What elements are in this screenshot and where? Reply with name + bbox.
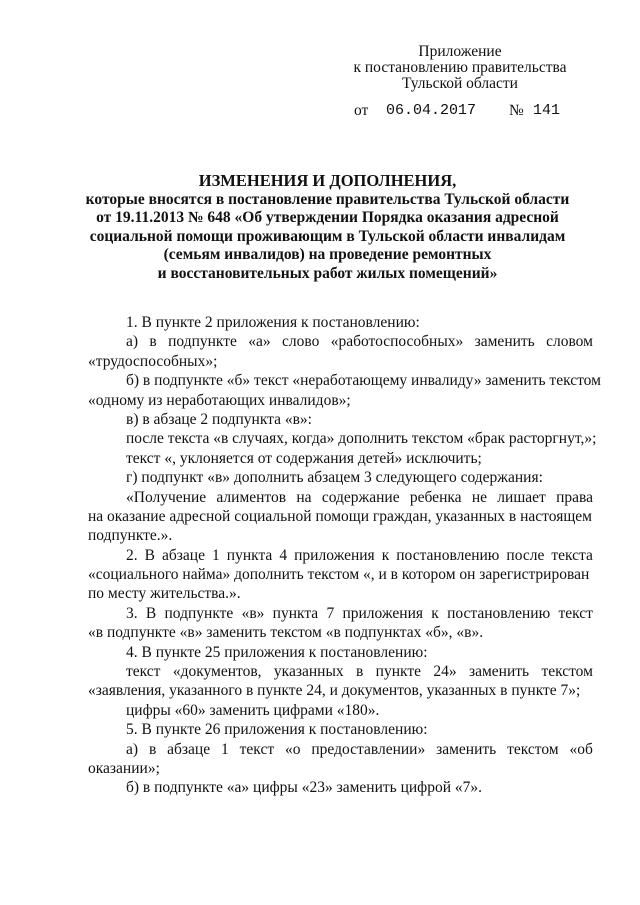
item-2-line-1 xyxy=(88,546,593,565)
word: лишает xyxy=(497,488,546,506)
appendix-line-1: Приложение xyxy=(418,43,502,60)
document-body xyxy=(88,313,601,798)
word: ребенка xyxy=(409,488,462,506)
word: в xyxy=(355,663,364,681)
word: а) xyxy=(126,740,139,758)
item-4-heading: 4. В пункте 25 приложения к постановлению: xyxy=(126,643,428,661)
word: 7 xyxy=(326,604,335,622)
word: предоставлении» xyxy=(311,740,426,758)
word: «а» xyxy=(248,333,271,351)
word: приложения xyxy=(342,604,424,622)
word: 3. xyxy=(126,604,138,622)
word: пункте xyxy=(375,663,421,681)
word: а) xyxy=(126,333,139,351)
word: не xyxy=(471,488,488,506)
item-1g-quote-line-1 xyxy=(88,488,593,507)
item-1b-line-2: «одному из неработающих инвалидов»; xyxy=(88,391,351,409)
appendix-header xyxy=(340,44,580,92)
word: В xyxy=(145,604,157,622)
word: текст xyxy=(126,663,161,681)
word: постановлению xyxy=(396,546,500,564)
title-line-3: от 19.11.2013 № 648 «Об утверждении Порядка оказания адресной xyxy=(96,209,559,227)
word: постановлению xyxy=(447,604,551,622)
word: текст xyxy=(239,740,275,758)
word: слово xyxy=(282,333,320,351)
word: «в» xyxy=(241,604,265,622)
item-5b-line: б) в подпункте «а» цифры «23» заменить цифрой «7». xyxy=(126,779,483,797)
word: пункта xyxy=(272,604,319,622)
item-1a-line-1 xyxy=(88,332,593,351)
item-1g-quote-line-3: подпункте.». xyxy=(88,527,173,545)
appendix-line-3: Тульской области xyxy=(402,75,518,92)
word: 4 xyxy=(279,546,288,564)
word: приложения xyxy=(294,546,375,564)
title-line-5: (семьям инвалидов) на проведение ремонтных xyxy=(163,246,492,264)
word: указанных xyxy=(273,663,344,681)
title-line-4: социальной помощи проживающим в Тульской области инвалидам xyxy=(89,227,566,245)
word: в xyxy=(148,740,157,758)
word: подпункте xyxy=(168,333,237,351)
word: абзаце xyxy=(162,546,205,564)
word: текста xyxy=(551,546,593,564)
title-main: ИЗМЕНЕНИЯ И ДОПОЛНЕНИЯ, xyxy=(198,171,457,190)
word: 2. xyxy=(126,546,138,564)
item-1g-quote-line-2: на оказание адресной социальной помощи граждан, указанных в настоящем xyxy=(88,507,592,525)
word: «документов, xyxy=(172,663,262,681)
word: к xyxy=(381,546,390,564)
appendix-line-2: к постановлению правительства xyxy=(353,59,567,76)
item-1-heading: 1. В пункте 2 приложения к постановлению: xyxy=(126,314,420,331)
word: «о xyxy=(284,740,301,758)
resolution-number: 141 xyxy=(533,102,561,119)
word: «Получение xyxy=(126,488,207,506)
word: после xyxy=(506,546,545,564)
word: к xyxy=(431,604,439,622)
word: «об xyxy=(569,740,593,758)
item-5a-line-1 xyxy=(88,740,593,759)
word: в xyxy=(149,333,157,351)
item-3-line-2: «в подпункте «в» заменить текстом «в подпунктах «б», «в». xyxy=(88,624,484,642)
word: заменить xyxy=(436,740,497,758)
title-line-6: и восстановительных работ жилых помещений» xyxy=(157,264,498,282)
document-title xyxy=(70,172,585,284)
word: на xyxy=(296,488,312,506)
item-4b-line: цифры «60» заменить цифрами «180». xyxy=(126,701,380,719)
resolution-date: 06.04.2017 xyxy=(386,102,477,119)
word: подпункте xyxy=(164,604,234,622)
word: пункта xyxy=(226,546,273,564)
word: 24» xyxy=(433,663,457,681)
item-1v-line-2: текст «, уклоняется от содержания детей» исключить; xyxy=(126,449,482,467)
item-4a-line-2: «заявления, указанного в пункте 24, и документов, указанных в пункте 7»; xyxy=(88,682,581,700)
word: заменить xyxy=(474,333,535,351)
word: содержание xyxy=(321,488,400,506)
item-2-line-2: «социального найма» дополнить текстом «, и в котором он зарегистрирован xyxy=(88,566,590,584)
word: В xyxy=(144,546,155,564)
word: абзаце xyxy=(167,740,211,758)
word: словом xyxy=(546,333,593,351)
word: права xyxy=(556,488,593,506)
word: «работоспособных» xyxy=(330,333,464,351)
item-1v-line-1: после текста «в случаях, когда» дополнить текстом «брак расторгнут,»; xyxy=(126,430,597,448)
item-4a-line-1 xyxy=(88,662,593,681)
item-2-line-3: по месту жительства.». xyxy=(88,585,241,603)
date-label: от xyxy=(354,102,369,119)
number-label: № xyxy=(509,102,524,119)
item-1v-heading: в) в абзаце 2 подпункта «в»: xyxy=(126,410,312,428)
item-1b-line-1: б) в подпункте «б» текст «неработающему инвалиду» заменить текстом xyxy=(126,372,601,390)
item-3-line-1 xyxy=(88,604,593,623)
word: 1 xyxy=(221,740,229,758)
title-line-2: которые вносятся в постановление правительства Тульской области xyxy=(85,190,570,208)
word: алиментов xyxy=(216,488,287,506)
word: текстом xyxy=(541,663,593,681)
item-5a-line-2: оказании»; xyxy=(88,759,160,777)
item-1g-heading: г) подпункт «в» дополнить абзацем 3 следующего содержания: xyxy=(126,469,543,487)
word: текстом xyxy=(507,740,559,758)
word: заменить xyxy=(468,663,530,681)
word: текст xyxy=(558,604,593,622)
word: 1 xyxy=(212,546,220,564)
item-5-heading: 5. В пункте 26 приложения к постановлению: xyxy=(126,721,428,739)
item-1a-line-2: «трудоспособных»; xyxy=(88,352,218,370)
